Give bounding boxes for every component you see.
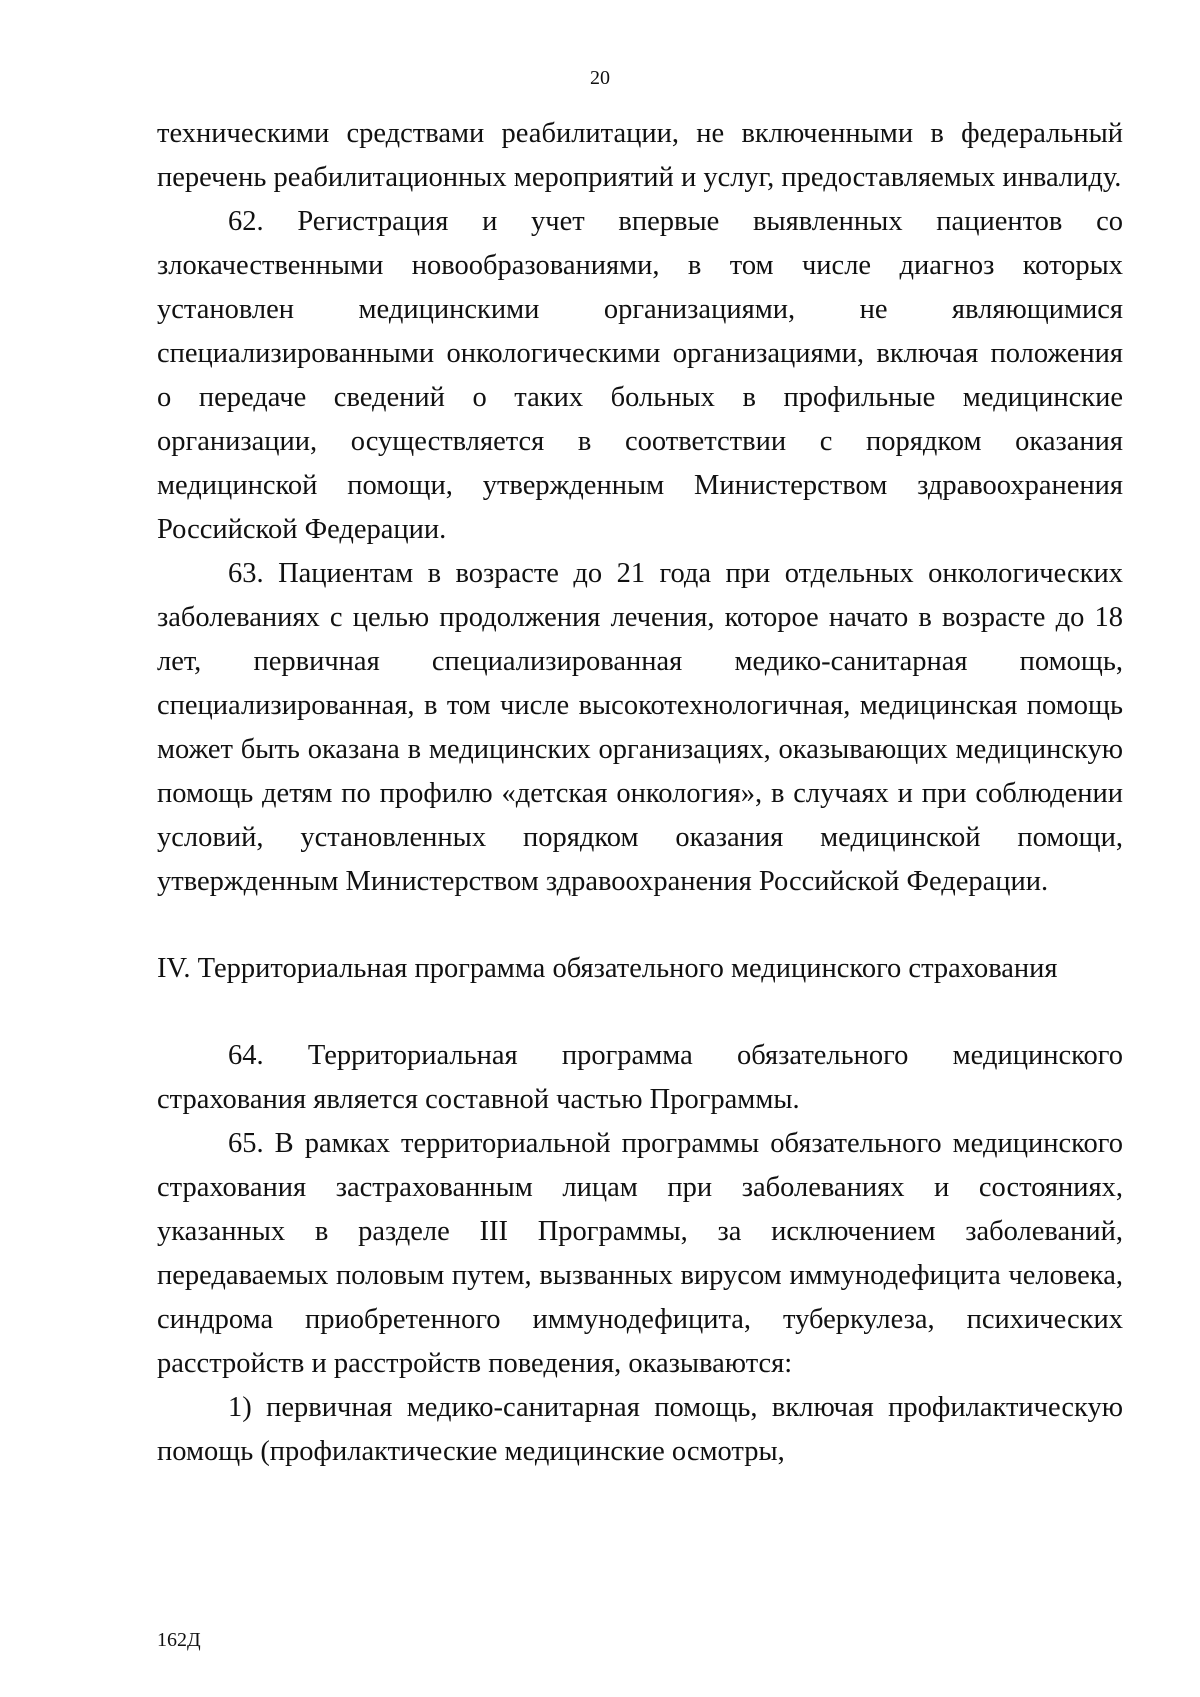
paragraph-63: 63. Пациентам в возрасте до 21 года при отдельных онкологических заболеваниях с целью продолжения лечения, которое начато в возрасте до 18 лет, первичная специализированная медико-санитарная помощь, специализированная, в том числе высокотехнологичная, медицинская помощь может быть оказана в медицинских организациях, оказывающих медицинскую помощь детям по профилю «детская онкология», в случаях и при соблюдении условий, установленных порядком оказания медицинской помощи, утвержденным Министерством здравоохранения Российской Федерации. bbox=[157, 558, 1123, 897]
footer-code: 162Д bbox=[157, 1629, 201, 1651]
paragraph-62: 62. Регистрация и учет впервые выявленных пациентов со злокачественными новообразованиями, в том числе диагноз которых установлен медицинскими организациями, не являющимися специализированными онкологическими организациями, включая положения о передаче сведений о таких больных в профильные медицинские организации, осуществляется в соответствии с порядком оказания медицинской помощи, утвержденным Министерством здравоохранения Российской Федерации. bbox=[157, 206, 1123, 545]
paragraph-65: 65. В рамках территориальной программы обязательного медицинского страхования застрахованным лицам при заболеваниях и состояниях, указанных в разделе III Программы, за исключением заболеваний, передаваемых половым путем, вызванных вирусом иммунодефицита человека, синдрома приобретенного иммунодефицита, туберкулеза, психических расстройств и расстройств поведения, оказываются: bbox=[157, 1128, 1123, 1379]
paragraph-continuation: техническими средствами реабилитации, не включенными в федеральный перечень реабилитационных мероприятий и услуг, предоставляемых инвалиду. bbox=[157, 118, 1123, 193]
document-body bbox=[157, 112, 1123, 1474]
page-number: 20 bbox=[590, 67, 610, 89]
paragraph-64: 64. Территориальная программа обязательного медицинского страхования является составной частью Программы. bbox=[157, 1040, 1123, 1115]
section-heading: IV. Территориальная программа обязательного медицинского страхования bbox=[157, 953, 1058, 984]
list-item-1: 1) первичная медико-санитарная помощь, включая профилактическую помощь (профилактические медицинские осмотры, bbox=[157, 1392, 1123, 1467]
